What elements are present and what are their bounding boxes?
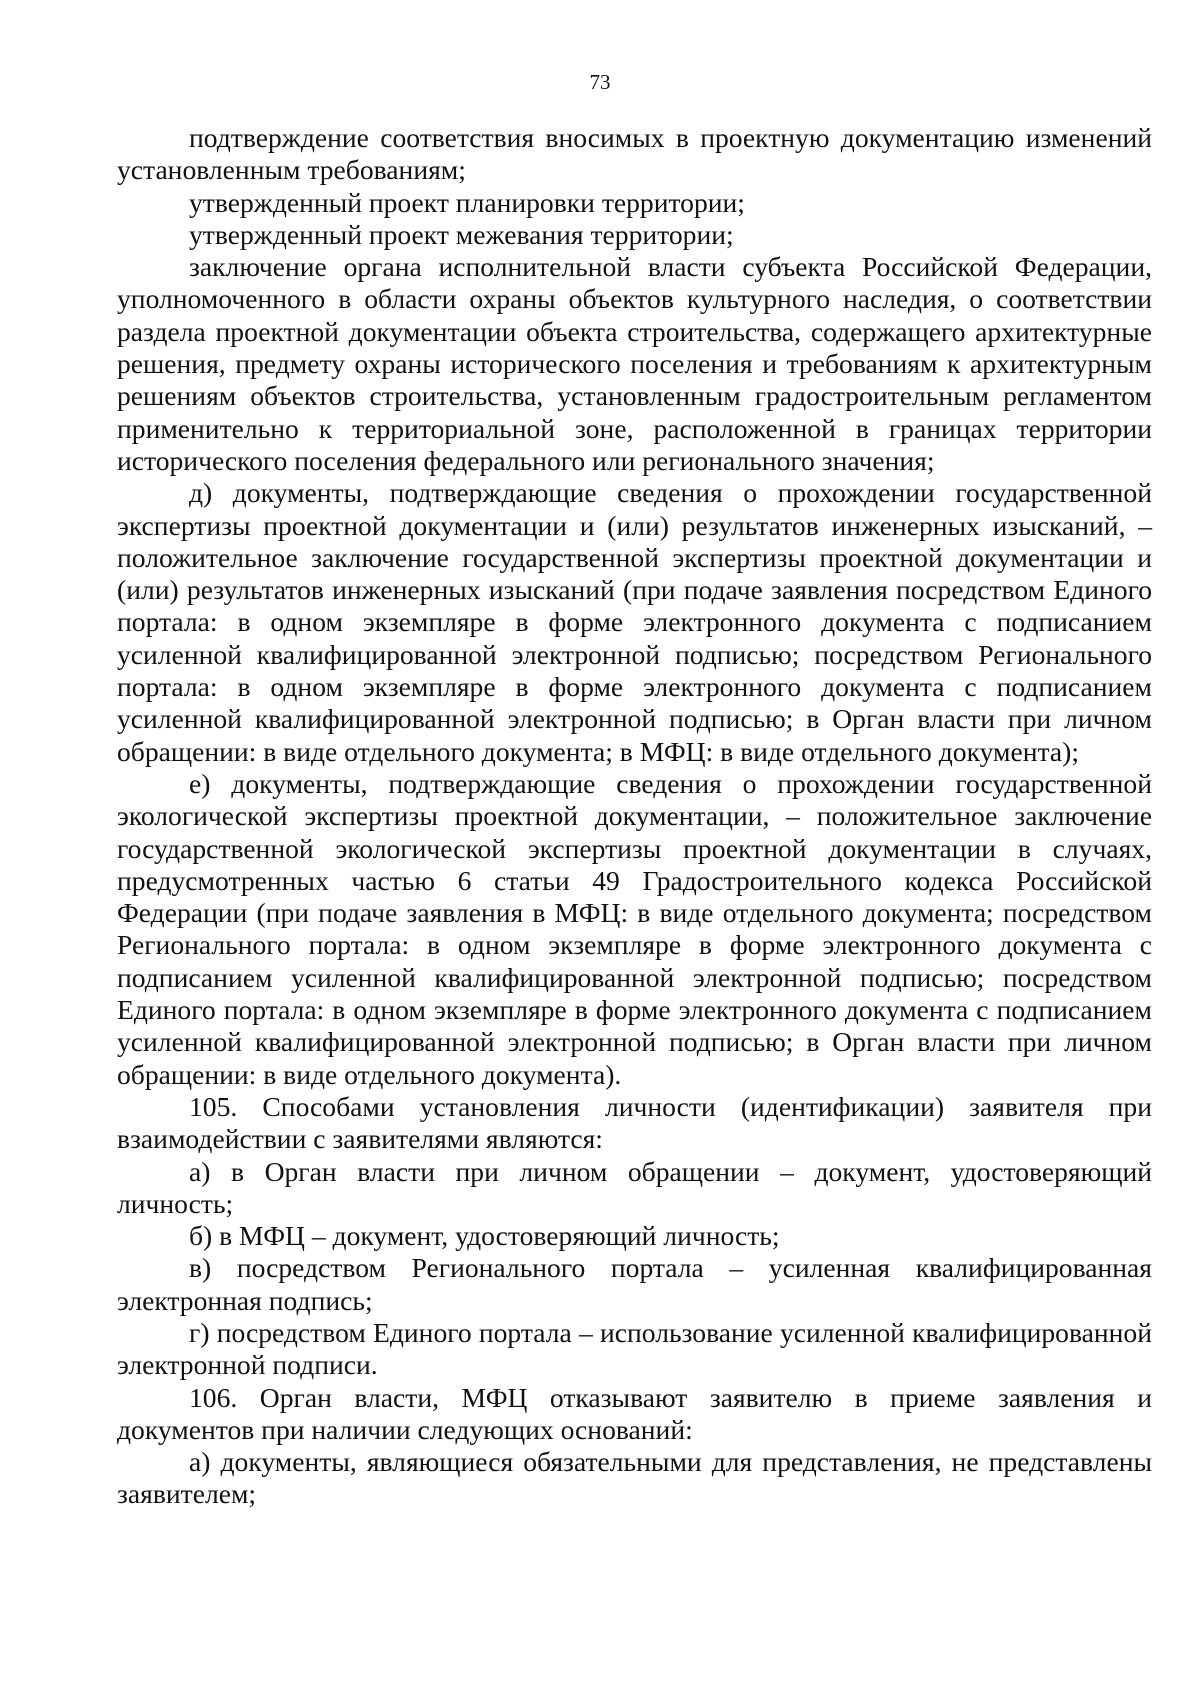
paragraph: а) документы, являющиеся обязательными для представления, не представлены заявителем; xyxy=(117,1446,1152,1510)
paragraph: г) посредством Единого портала – использование усиленной квалифицированной электронной подписи. xyxy=(117,1316,1152,1381)
paragraph: заключение органа исполнительной власти субъекта Российской Федерации, уполномоченного в области охраны объектов культурного наследия, о соответствии раздела проектной документации объекта строительства, содержащего архитектурные решения, предмету охраны исторического поселения и требованиям к архитектурным решениям объектов строительства, установленным градостроительным регламентом применительно к территориальной зоне, расположенной в границах территории исторического поселения федерального или регионального значения; xyxy=(117,251,1152,476)
paragraph: д) документы, подтверждающие сведения о прохождении государственной экспертизы проектной документации и (или) результатов инженерных изысканий, – положительное заключение государственной экспертизы проектной документации и (или) результатов инженерных изысканий (при подаче заявления посредством Единого портала: в одном экземпляре в форме электронного документа с подписанием усиленной квалифицированной электронной подписью; посредством Регионального портала: в одном экземпляре в форме электронного документа с подписанием усиленной квалифицированной электронной подписью; в Орган власти при личном обращении: в виде отдельного документа; в МФЦ: в виде отдельного документа); xyxy=(117,477,1152,767)
paragraph: утвержденный проект межевания территории; xyxy=(189,218,734,250)
paragraph: 105. Способами установления личности (идентификации) заявителя при взаимодействии с заявителями являются: xyxy=(117,1090,1152,1155)
paragraph: 106. Орган власти, МФЦ отказывают заявителю в приеме заявления и документов при наличии следующих оснований: xyxy=(117,1381,1152,1445)
paragraph: подтверждение соответствия вносимых в проектную документацию изменений установленным требованиям; xyxy=(117,122,1152,186)
paragraph: утвержденный проект планировки территории; xyxy=(189,186,745,218)
paragraph: е) документы, подтверждающие сведения о прохождении государственной экологической экспертизы проектной документации, – положительное заключение государственной экологической экспертизы проектной документации в случаях, предусмотренных частью 6 статьи 49 Градостроительного кодекса Российской Федерации (при подаче заявления в МФЦ: в виде отдельного документа; посредством Регионального портала: в одном экземпляре в форме электронного документа с подписанием усиленной квалифицированной электронной подписью; посредством Единого портала: в одном экземпляре в форме электронного документа с подписанием усиленной квалифицированной электронной подписью; в Орган власти при личном обращении: в виде отдельного документа). xyxy=(117,767,1152,1090)
paragraph: а) в Орган власти при личном обращении – документ, удостоверяющий личность; xyxy=(117,1155,1152,1219)
page-number: 73 xyxy=(589,70,611,94)
document-body xyxy=(117,122,1152,1511)
paragraph: б) в МФЦ – документ, удостоверяющий личность; xyxy=(189,1220,780,1252)
paragraph: в) посредством Регионального портала – усиленная квалифицированная электронная подпись; xyxy=(117,1252,1152,1316)
